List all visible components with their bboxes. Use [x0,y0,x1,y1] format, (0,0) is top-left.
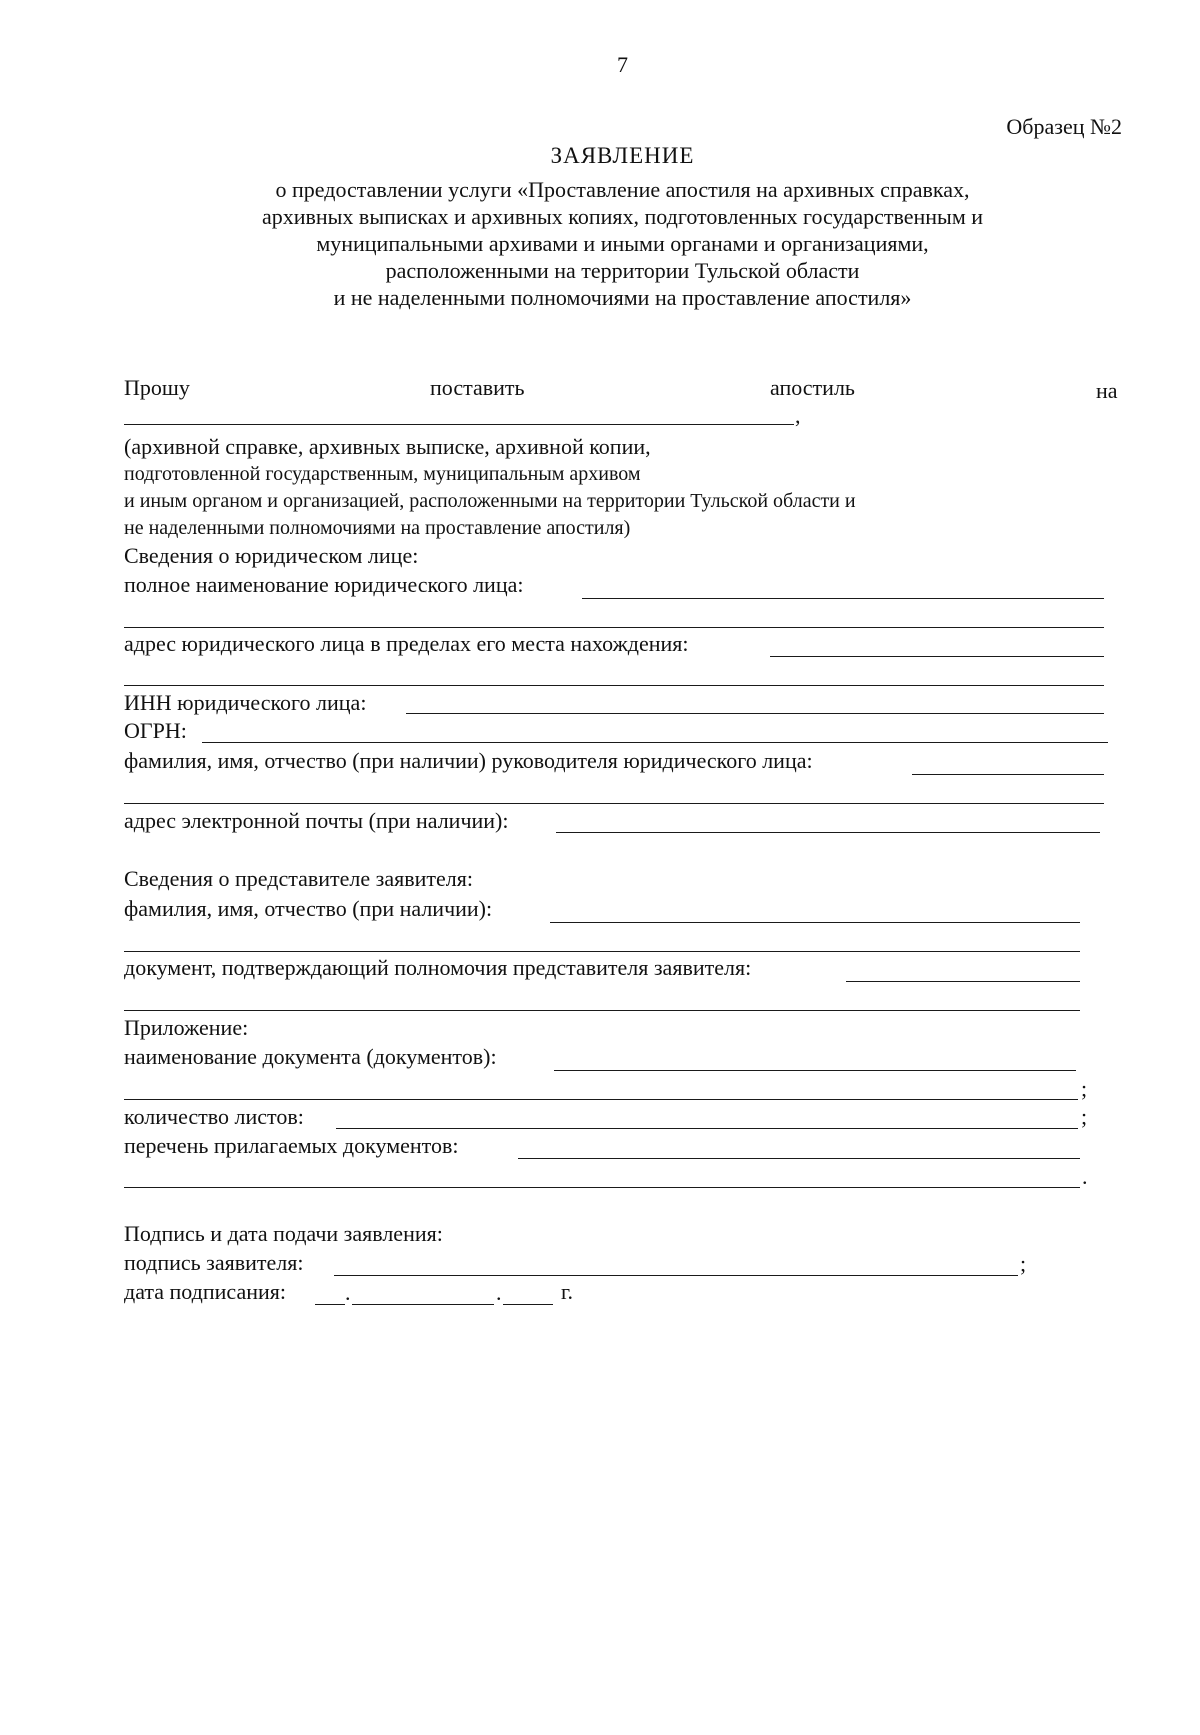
sheets-field[interactable] [336,1128,1078,1129]
date-separator: . [345,1280,351,1305]
hint-line: не наделенными полномочиями на проставление апостиля) [124,517,631,539]
signature-field[interactable] [334,1275,1018,1276]
date-month-field[interactable] [352,1304,494,1305]
signature-heading: Подпись и дата подачи заявления: [124,1221,443,1246]
list-field-continued[interactable] [124,1187,1080,1188]
authority-doc-field-continued[interactable] [124,1010,1080,1011]
sample-label: Образец №2 [1006,114,1122,139]
head-name-label: фамилия, имя, отчество (при наличии) руководителя юридического лица: [124,748,813,773]
representative-name-field-continued[interactable] [124,951,1080,952]
hint-line: подготовленной государственным, муниципальным архивом [124,463,641,485]
subtitle-line: о предоставлении услуги «Проставление апостиля на архивных справках, [275,177,970,202]
full-name-field-continued[interactable] [124,627,1104,628]
address-field[interactable] [770,656,1104,657]
signature-label: подпись заявителя: [124,1250,304,1275]
request-word: на [1096,378,1118,403]
signature-semicolon: ; [1020,1251,1027,1276]
hint-line: (архивной справке, архивных выписке, архивной копии, [124,434,651,459]
doc-name-semicolon: ; [1081,1076,1088,1101]
year-suffix: г. [561,1279,574,1304]
list-field[interactable] [518,1158,1080,1159]
request-document-field[interactable] [124,424,794,425]
sheets-label: количество листов: [124,1104,304,1129]
request-word: поставить [430,375,525,400]
doc-name-field-continued[interactable] [124,1099,1078,1100]
sheets-semicolon: ; [1081,1104,1088,1129]
hint-line: и иным органом и организацией, расположенными на территории Тульской области и [124,490,856,512]
date-day-field[interactable] [315,1304,345,1305]
date-year-field[interactable] [503,1304,553,1305]
document-title: ЗАЯВЛЕНИЕ [550,143,695,168]
authority-doc-field[interactable] [846,981,1080,982]
inn-label: ИНН юридического лица: [124,690,367,715]
head-name-field[interactable] [912,774,1104,775]
doc-name-label: наименование документа (документов): [124,1044,497,1069]
subtitle-line: архивных выписках и архивных копиях, подготовленных государственным и [261,204,984,229]
email-field[interactable] [556,832,1100,833]
representative-name-field[interactable] [550,922,1080,923]
request-word: Прошу [124,375,190,400]
date-label: дата подписания: [124,1279,286,1304]
address-label: адрес юридического лица в пределах его места нахождения: [124,631,689,656]
ogrn-label: ОГРН: [124,718,187,743]
authority-doc-label: документ, подтверждающий полномочия представителя заявителя: [124,955,752,980]
full-name-field[interactable] [582,598,1104,599]
date-separator: . [496,1280,502,1305]
list-period: . [1082,1164,1088,1189]
ogrn-field[interactable] [202,742,1108,743]
head-name-field-continued[interactable] [124,803,1104,804]
email-label: адрес электронной почты (при наличии): [124,808,509,833]
representative-heading: Сведения о представителе заявителя: [124,866,473,891]
attachment-heading: Приложение: [124,1015,249,1040]
list-label: перечень прилагаемых документов: [124,1133,459,1158]
page-number: 7 [617,52,628,77]
subtitle-line: и не наделенными полномочиями на проставление апостиля» [333,285,912,310]
request-word: апостиль [770,375,855,400]
address-field-continued[interactable] [124,685,1104,686]
full-name-label: полное наименование юридического лица: [124,572,524,597]
subtitle-line: муниципальными архивами и иными органами и организациями, [316,231,929,256]
doc-name-field[interactable] [554,1070,1076,1071]
request-comma: , [795,403,801,428]
inn-field[interactable] [406,713,1104,714]
representative-name-label: фамилия, имя, отчество (при наличии): [124,896,493,921]
subtitle-line: расположенными на территории Тульской области [385,258,860,283]
legal-entity-heading: Сведения о юридическом лице: [124,543,419,568]
